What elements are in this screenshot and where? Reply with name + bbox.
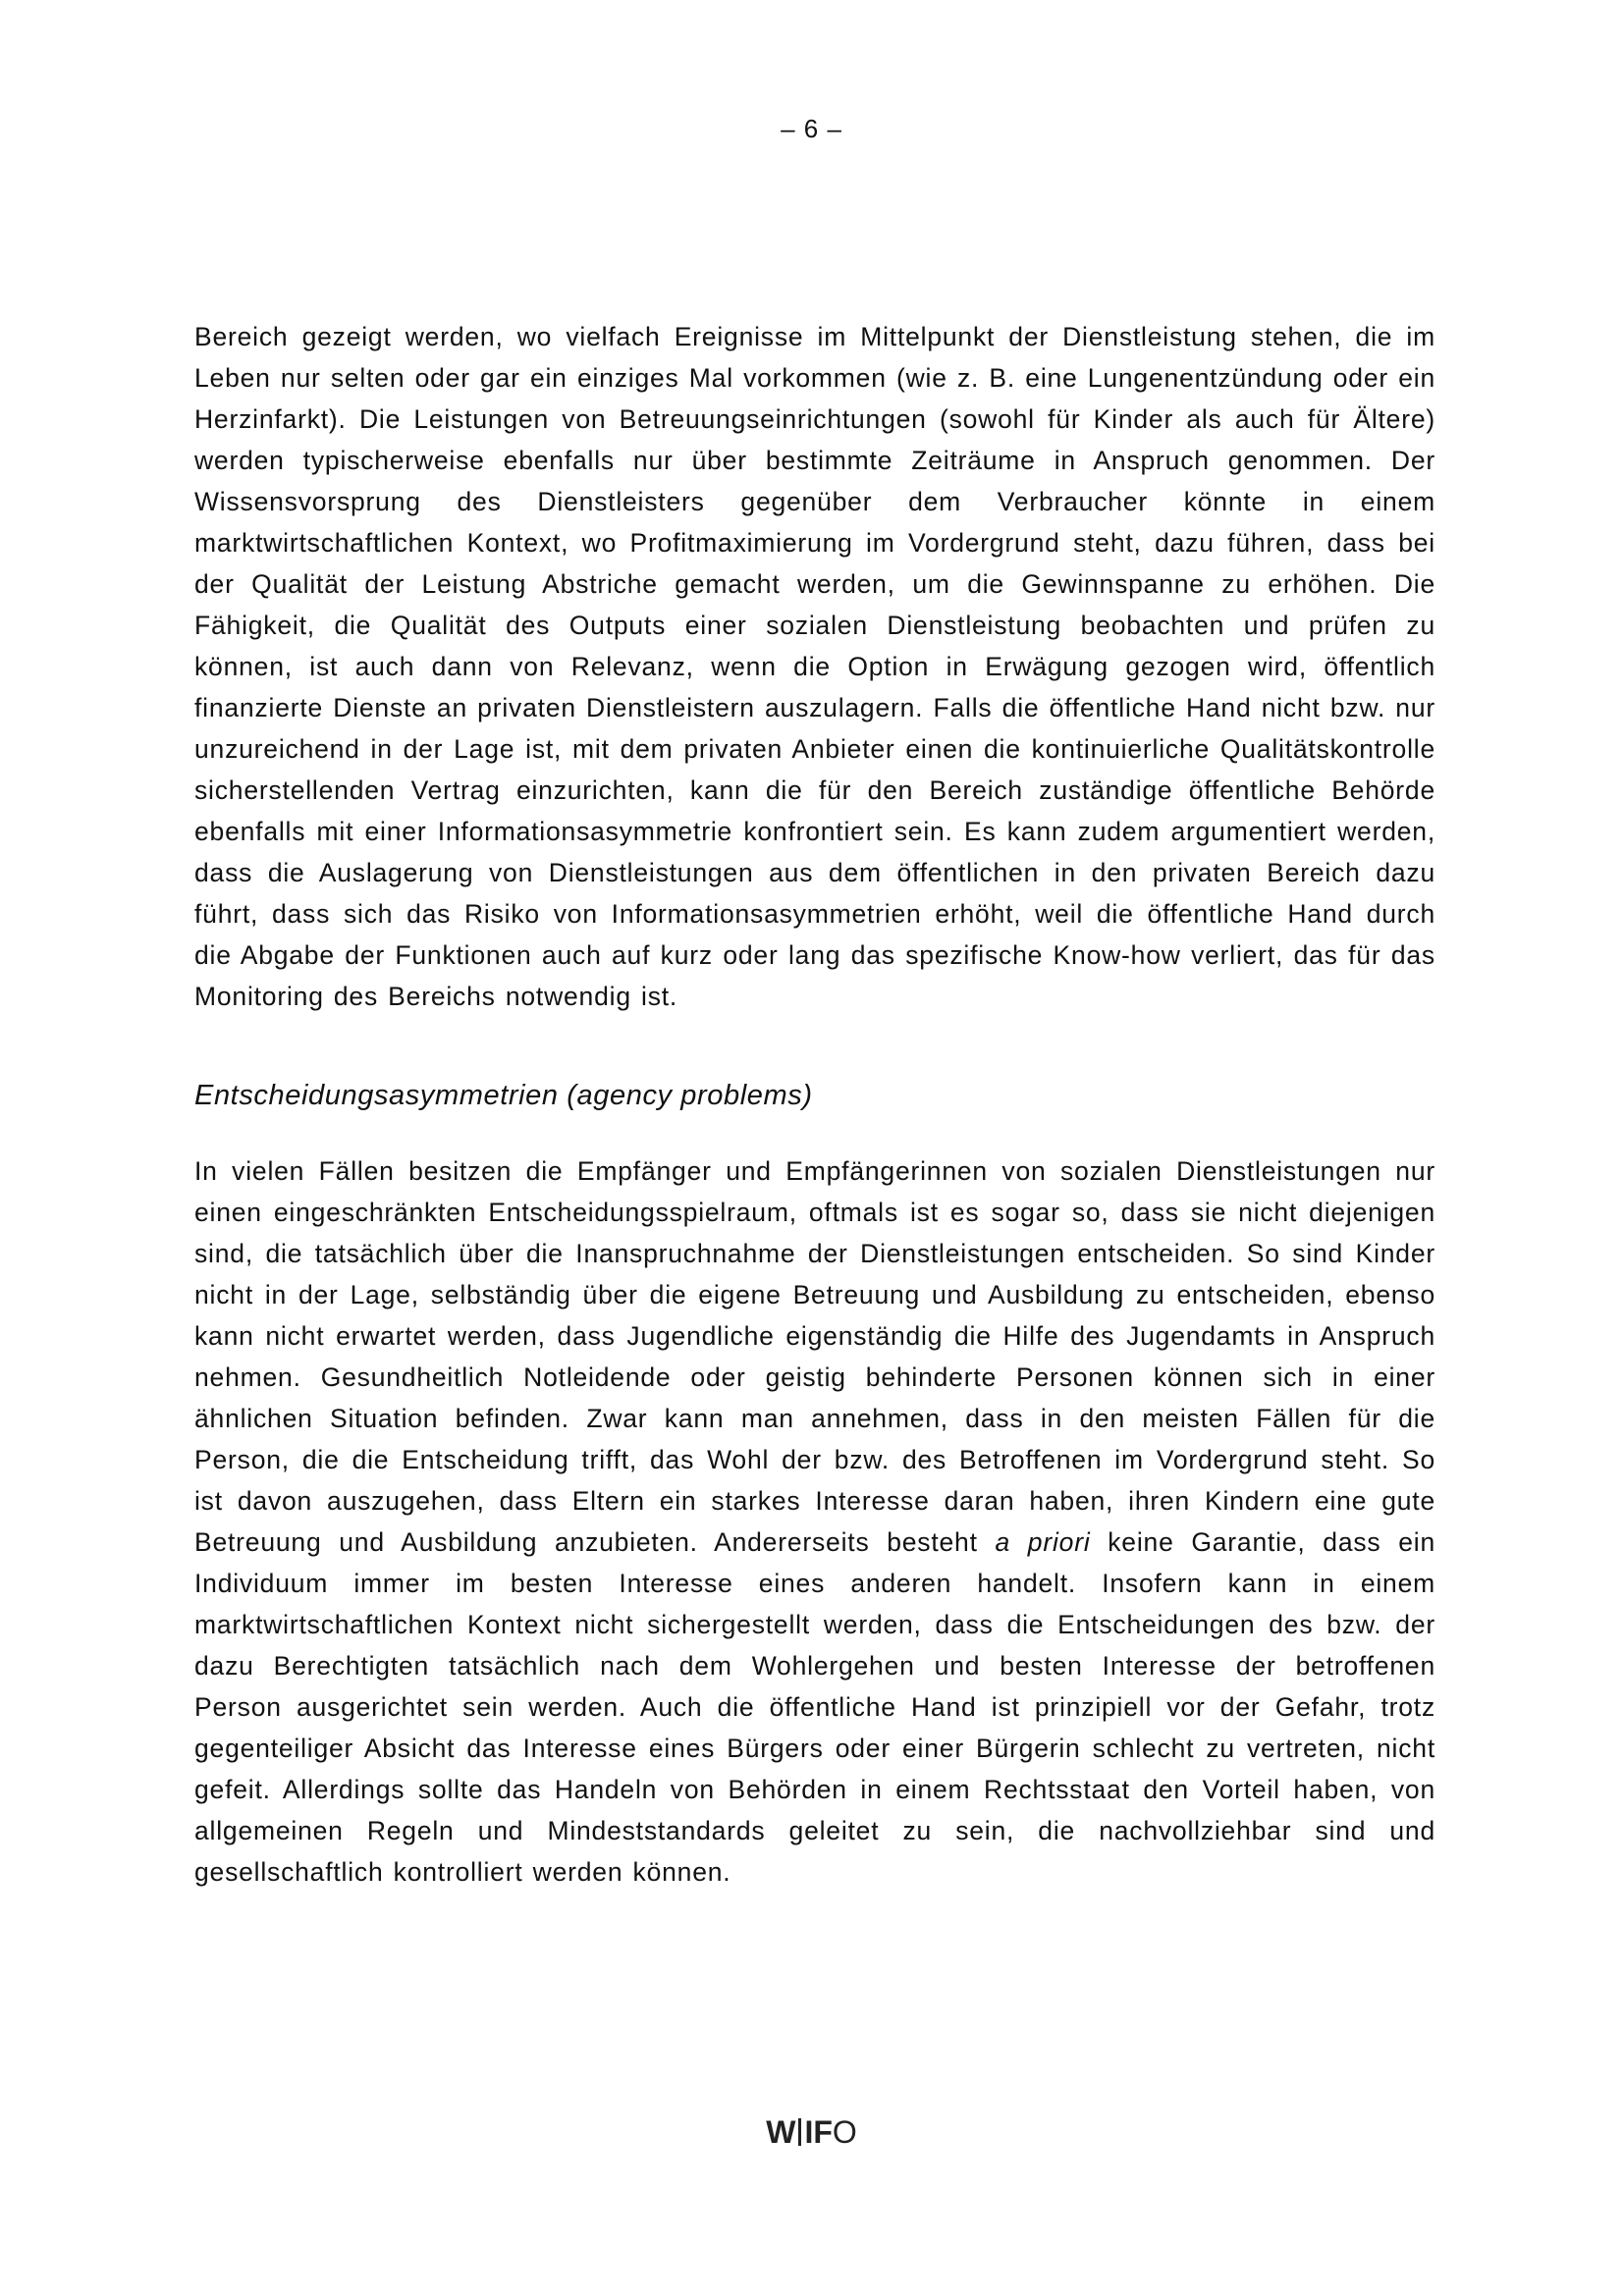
wifo-logo <box>0 2114 1623 2151</box>
document-body <box>194 316 1435 1893</box>
body-paragraph-2 <box>194 1150 1435 1893</box>
paragraph-2-text-a: In vielen Fällen besitzen die Empfänger und Empfängerinnen von sozialen Dienstleistungen nur einen eingeschränkten Entscheidungsspielraum, oftmals ist es sogar so, dass sie nicht diejenigen sind, die tatsächlich über die Inanspruchnahme der Dienstleistungen entscheiden. So sind Kinder nicht in der Lage, selbständig über die eigene Betreuung und Ausbildung zu entscheiden, ebenso kann nicht erwartet werden, dass Jugendliche eigenständig die Hilfe des Jugendamts in Anspruch nehmen. Gesundheitlich Notleidende oder geistig behinderte Personen können sich in einer ähnlichen Situation befinden. Zwar kann man annehmen, dass in den meisten Fällen für die Person, die die Entscheidung trifft, das Wohl der bzw. des Betroffenen im Vordergrund steht. So ist davon auszugehen, dass Eltern ein starkes Interesse daran haben, ihren Kindern eine gute Betreuung und Ausbildung anzubieten. Andererseits besteht <box>194 1156 1435 1557</box>
paragraph-2-emphasis: a priori <box>995 1527 1091 1557</box>
section-heading: Entscheidungsasymmetrien (agency problems) <box>194 1080 813 1111</box>
wifo-logo-part-o: O <box>832 2114 857 2150</box>
page-number: – 6 – <box>781 114 842 143</box>
paragraph-2-text-b: keine Garantie, dass ein Individuum immer im besten Interesse eines anderen handelt. Insofern kann in einem marktwirtschaftlichen Kontext nicht sichergestellt werden, dass die Entscheidungen des bzw. der dazu Berechtigten tatsächlich nach dem Wohlergehen und besten Interesse der betroffenen Person ausgerichtet sein werden. Auch die öffentliche Hand ist prinzipiell vor der Gefahr, trotz gegenteiliger Absicht das Interesse eines Bürgers oder einer Bürgerin schlecht zu vertreten, nicht gefeit. Allerdings sollte das Handeln von Behörden in einem Rechtsstaat den Vorteil haben, von allgemeinen Regeln und Mindeststandards geleitet zu sein, die nachvollziehbar sind und gesellschaftlich kontrolliert werden können. <box>194 1527 1435 1887</box>
body-paragraph-1: Bereich gezeigt werden, wo vielfach Ereignisse im Mittelpunkt der Dienstleistung stehen, die im Leben nur selten oder gar ein einziges Mal vorkommen (wie z. B. eine Lungenentzündung oder ein Herzinfarkt). Die Leistungen von Betreuungseinrichtungen (sowohl für Kinder als auch für Ältere) werden typischerweise ebenfalls nur über bestimmte Zeiträume in Anspruch genommen. Der Wissensvorsprung des Dienstleisters gegenüber dem Verbraucher könnte in einem marktwirtschaftlichen Kontext, wo Profitmaximierung im Vordergrund steht, dazu führen, dass bei der Qualität der Leistung Abstriche gemacht werden, um die Gewinnspanne zu erhöhen. Die Fähigkeit, die Qualität des Outputs einer sozialen Dienstleistung beobachten und prüfen zu können, ist auch dann von Relevanz, wenn die Option in Erwägung gezogen wird, öffentlich finanzierte Dienste an privaten Dienstleistern auszulagern. Falls die öffentliche Hand nicht bzw. nur unzureichend in der Lage ist, mit dem privaten Anbieter einen die kontinuierliche Qualitätskontrolle sicherstellenden Vertrag einzurichten, kann die für den Bereich zuständige öffentliche Behörde ebenfalls mit einer Informationsasymmetrie konfrontiert sein. Es kann zudem argumentiert werden, dass die Auslagerung von Dienstleistungen aus dem öffentlichen in den privaten Bereich dazu führt, dass sich das Risiko von Informationsasymmetrien erhöht, weil die öffentliche Hand durch die Abgabe der Funktionen auch auf kurz oder lang das spezifische Know-how verliert, das für das Monitoring des Bereichs notwendig ist. <box>194 322 1435 1011</box>
wifo-logo-part-w: W <box>766 2114 796 2150</box>
wifo-logo-part-if: IF <box>804 2114 833 2150</box>
wifo-logo-separator <box>798 2118 801 2146</box>
